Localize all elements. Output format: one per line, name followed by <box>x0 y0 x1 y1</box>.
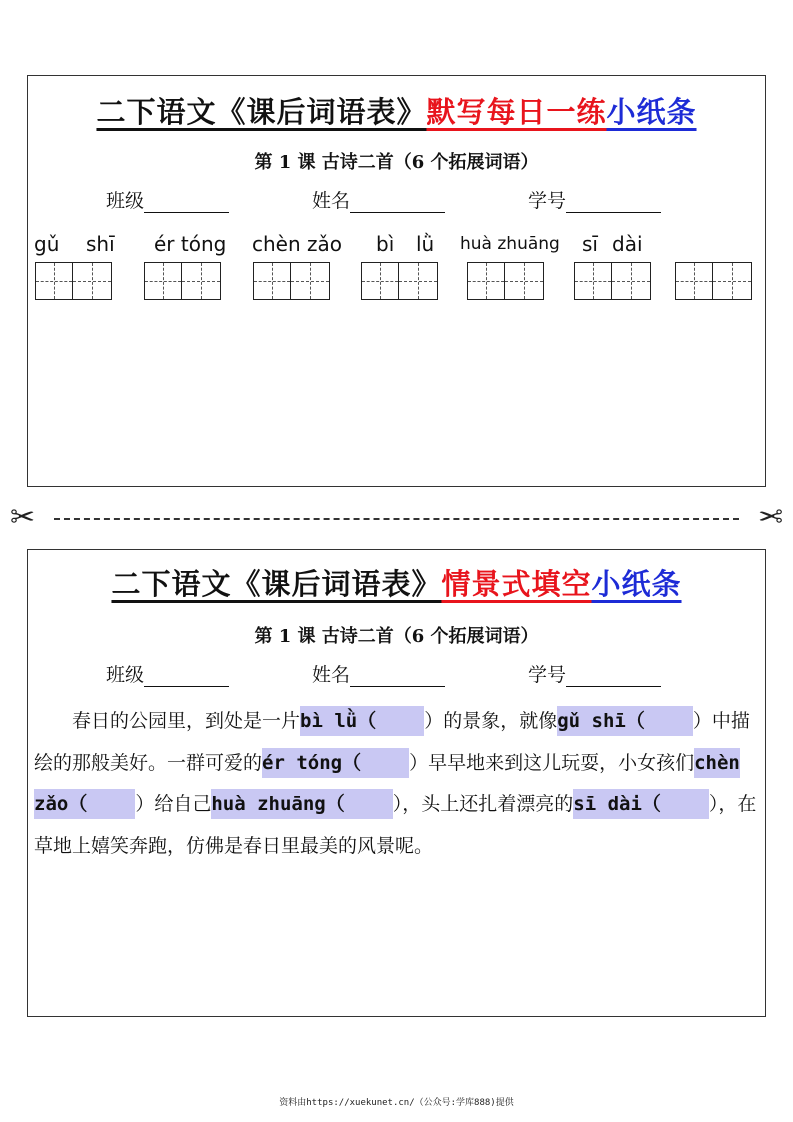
fill-blank[interactable]: bì lǜ（ <box>300 706 424 736</box>
pinyin-word: ér tóng <box>154 232 227 256</box>
text-segment: 春日的公园里，到处是一片 <box>72 710 301 732</box>
dashed-divider <box>54 518 739 520</box>
id-blank[interactable] <box>566 664 661 687</box>
pinyin-word: gǔ <box>34 232 60 256</box>
title-part-red: 情景式填空 <box>441 567 592 601</box>
text-segment: ）的景象，就像 <box>424 710 558 732</box>
cloze-paragraph <box>34 701 762 867</box>
writing-grid[interactable] <box>144 262 221 300</box>
pinyin-word: dài <box>612 232 643 256</box>
dictation-title <box>28 90 765 131</box>
writing-grid[interactable] <box>467 262 544 300</box>
scissors-icon: ✂ <box>757 500 783 535</box>
id-field <box>528 186 661 213</box>
title-part-blue: 小纸条 <box>591 567 682 601</box>
name-blank[interactable] <box>350 664 445 687</box>
id-blank[interactable] <box>566 190 661 213</box>
name-label: 姓名 <box>312 190 351 212</box>
lesson-subtitle: 第 1 课 古诗二首（6 个拓展词语） <box>254 626 539 647</box>
class-blank[interactable] <box>144 190 229 213</box>
class-blank[interactable] <box>144 664 229 687</box>
title-part-black: 二下语文《课后词语表》 <box>96 95 427 129</box>
scissors-icon: ✂ <box>10 500 36 535</box>
pinyin-word: sī <box>582 232 598 256</box>
cloze-title <box>28 562 765 603</box>
text-segment: ），在草地上嬉笑奔跑，仿佛是春日里最美的风景呢。 <box>34 793 757 857</box>
writing-grid[interactable] <box>35 262 112 300</box>
lesson-subtitle: 第 1 课 古诗二首（6 个拓展词语） <box>254 152 539 173</box>
pinyin-word: shī <box>86 232 115 256</box>
name-field <box>312 660 445 687</box>
writing-grid[interactable] <box>574 262 651 300</box>
pinyin-word: lǜ <box>416 232 435 256</box>
cloze-card <box>27 549 766 1017</box>
class-field <box>106 660 229 687</box>
text-segment: ）早早地来到这儿玩耍，小女孩们 <box>409 751 695 774</box>
text-segment: ）给自己 <box>135 793 212 815</box>
pinyin-word: chèn zǎo <box>252 232 342 256</box>
dictation-card <box>27 75 766 487</box>
fill-blank[interactable]: sī dài（ <box>573 789 709 819</box>
id-label: 学号 <box>528 190 567 212</box>
id-label: 学号 <box>528 664 567 686</box>
text-segment: ），头上还扎着漂亮的 <box>392 793 574 815</box>
class-label: 班级 <box>106 664 145 686</box>
class-label: 班级 <box>106 190 145 212</box>
fill-blank[interactable]: chèn zǎo（ <box>34 748 740 820</box>
name-blank[interactable] <box>350 190 445 213</box>
writing-grid[interactable] <box>361 262 438 300</box>
text-segment: ）中描绘的那般美好。一群可爱的 <box>34 710 750 774</box>
title-part-red: 默写每日一练 <box>426 95 607 129</box>
writing-grid[interactable] <box>675 262 752 300</box>
fill-blank[interactable]: gǔ shī（ <box>557 706 693 736</box>
title-part-blue: 小纸条 <box>606 95 697 129</box>
title-part-black: 二下语文《课后词语表》 <box>111 567 442 601</box>
footer-credit: 资料由https://xuekunet.cn/（公众号:学库888)提供 <box>279 1098 514 1108</box>
fill-blank[interactable]: huà zhuāng（ <box>211 789 392 819</box>
fill-blank[interactable]: ér tóng（ <box>262 748 409 778</box>
pinyin-word: huà zhuāng <box>460 234 560 254</box>
cut-line <box>10 502 783 534</box>
id-field <box>528 660 661 687</box>
class-field <box>106 186 229 213</box>
writing-grid[interactable] <box>253 262 330 300</box>
name-field <box>312 186 445 213</box>
pinyin-word: bì <box>376 232 395 256</box>
pinyin-row <box>34 232 760 262</box>
name-label: 姓名 <box>312 664 351 686</box>
